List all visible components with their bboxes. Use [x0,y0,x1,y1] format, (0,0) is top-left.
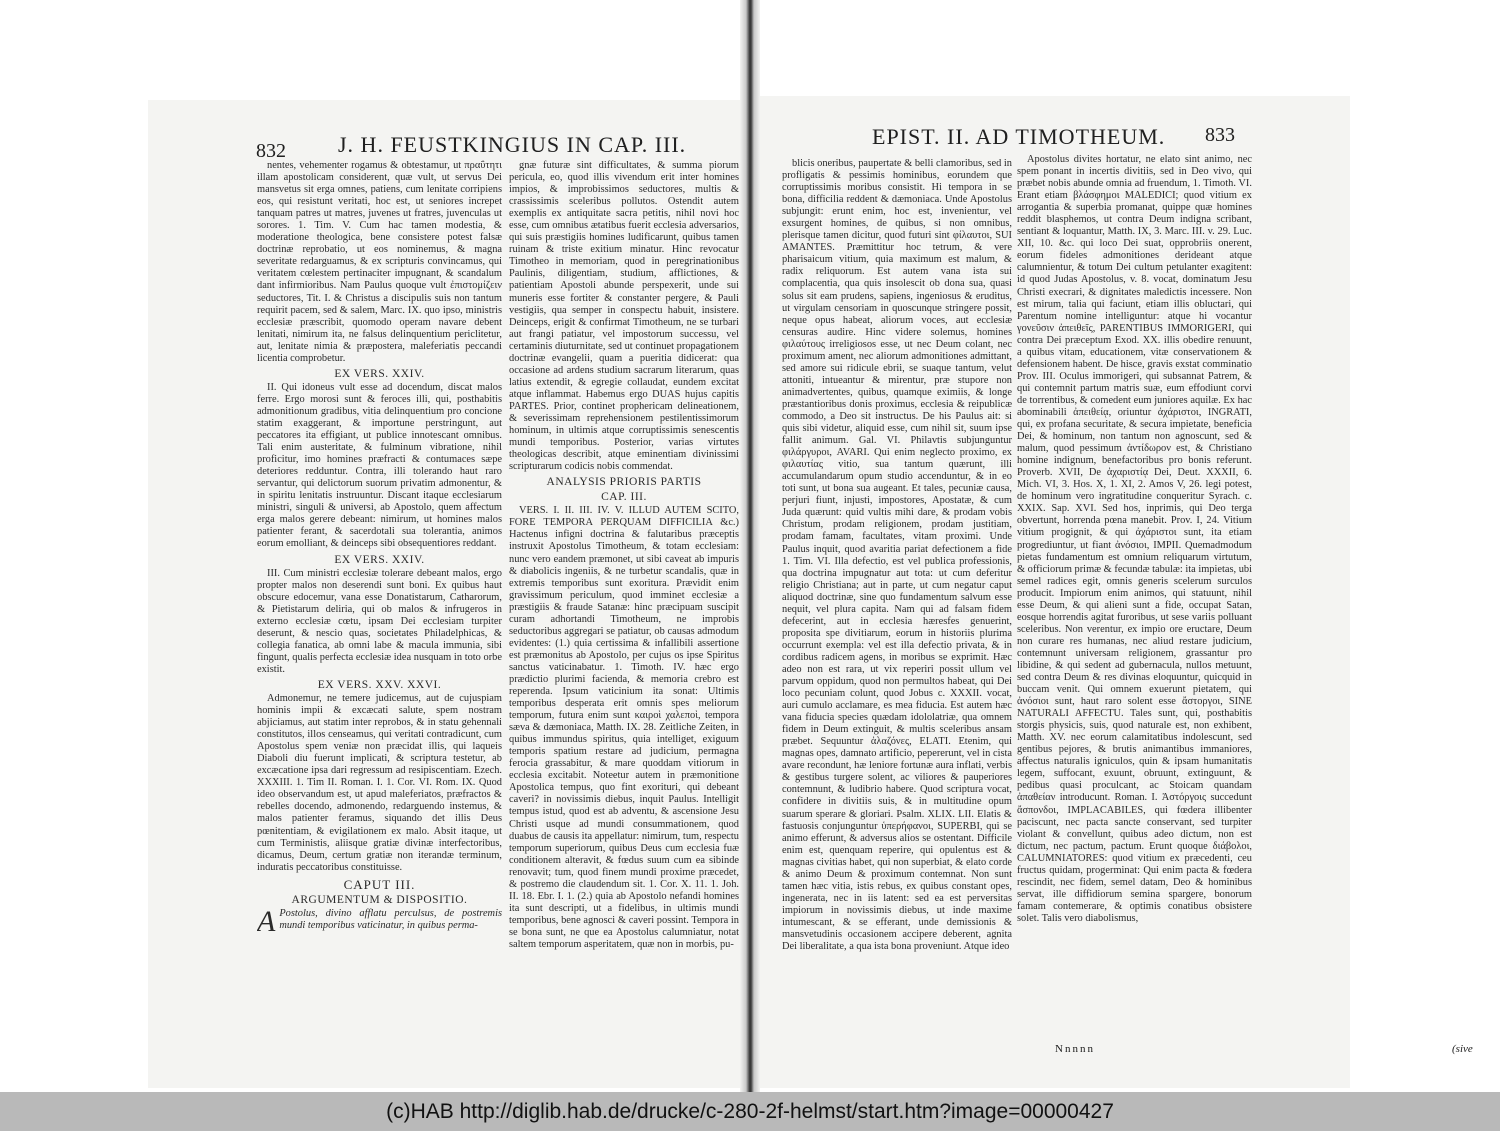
left-page-column-2 [509,160,739,968]
chapter-opening-paragraph [257,904,502,938]
body-paragraph: Admonemur, ne temere judicemus, aut de cujuspiam hominis impii & excæcati salute, spem nostram abjiciamus, aut statim inter reprobos, & in statu gehennali constitutos, illos censeamus, qui veritati contradicunt, cum Apostolus spem veniæ non præcidat illis, qui laqueis Diaboli diu fuerunt implicati, & scriptura testetur, ab excæcatione ipsa dari regressum ad resipiscentiam. Ezech. XXXIII. 1. Tim II. Roman. I. 1. Cor. VI. Rom. IX. Quod ideo observandum est, ut apud maleferiatos, præfractos & rebelles docendo, admonendo, redarguendo instemus, & malos patienter feramus, siquando det illis Deus pœnitentiam, & evigilationem ex malo. Absit itaque, ut cum Terministis, aliisque gratiæ divinæ interfectoribus, dicamus, Deum, certum gratiæ non iterandæ terminum, induratis peccatoribus constituisse. [257,693,502,873]
body-paragraph: II. Qui idoneus vult esse ad docendum, discat malos ferre. Ergo morosi sunt & feroces illi, qui, posthabitis admonitionum gradibus, vitia delinquentium pro concione statim exaggerant, & importune perstringunt, aut peccatores ita effigiant, ut publice innotescant omnibus. Tali enim austeritate, & fulminum vibratione, nihil proficitur, imo homines præfracti & contumaces sæpe deteriores redduntur. Contra, illi tolerando haut raro servantur, qui delictorum suorum privatim admonentur, & in spiritu lenitatis instruuntur. Discant itaque ecclesiarum ministri, singuli & universi, ab Apostolo, quem affectum erga malos gerere debeant: nimirum, ut homines malos patienter ferant, & sacerdotali sua tolerantia, animos eorum emolliant, & deinceps sibi obsequentiores reddant. [257,381,502,550]
left-page-column-1 [257,160,502,968]
body-paragraph: nentes, vehementer rogamus & obtestamur, ut πραΰτητι illam apostolicam considerent, quæ vult, ut servus Dei mansvetus sit erga omnes, patiens, cum lenitate corripiens eos, qui resistunt veritati, hoc est, ut seniores increpet tanquam patres ut matres, juvenes ut fratres, juvenculas ut sorores. 1. Tim. V. Cum hac tamen modestia, & moderatione theologica, bene consistere potest falsæ doctrinæ reprobatio, ut eos nominemus, & magna severitate redarguamus, & ex scripturis convincamus, qui veritatem cœlestem pertinaciter impugnant, & scandalum dant infirmioribus. Nam Paulus quoque vult ἐπιστομίζειν seductores, Tit. I. & Christus a discipulis suis non tantum requirit pacem, sed & salem, Marc. IX. quo ipso, ministris ecclesiæ præscribit, quomodo operam navare debent lenitati, nimirum ita, ne falsus delinquentium periclitetur, aut, lenitate nimia & præpostera, maleferiatis peccandi licentia comprobetur. [257,160,502,364]
section-heading: ANALYSIS PRIORIS PARTIS [546,476,702,489]
section-heading: EX VERS. XXIV. [334,553,425,566]
paragraph-text: Postolus, divino afflatu perculsus, de postremis mundi temporibus vaticinatur, in quibus perma- [279,907,502,931]
right-page-column-2 [1017,154,1252,954]
body-paragraph: blicis oneribus, paupertate & belli clamoribus, sed in profligatis & pessimis hominibus, eorundem que corruptissimis moribus consistit. Hi tempora in se bona, difficilia reddent & dæmoniaca. Unde Apostolus subjungit: erunt enim, hoc est, invenientur, vel exsurgent homines, de quibus, si non omnibus, plerisque tamen dicitur, quod futuri sint φίλαυτοι, SUI AMANTES. Præmittitur hoc tetrum, & vere pharisaicum vitium, quia maximum est malum, & radix reliquorum. Est autem vana ista sui complacentia, qua quis insolescit ob dona sua, quasi solus sit eam prudens, sapiens, ingeniosus & eruditus, ut virgulam censoriam in quoscunque stringere possit, neque opus habeat, aliorum voces, aut ecclesiæ censuras audire. Hinc videre solemus, homines φιλαύτους irreligiosos esse, ut nec Deum colant, nec proximum ament, nec aliorum admonitiones admittant, sed amore sui ridicule ebrii, se suaque tantum, velut attoniti, intueantur & mirentur, præ stupore non animadvertentes, quibus, quamque eximiis, & longe præstantioribus donis proximus, ecclesia & reipublicæ commodo, a Deo sit instructus. De his Paulus ait: si quis sibi videtur, aliquid esse, cum nihil sit, suum ipse fallit animum. Gal. VI. Philavtis subjunguntur φιλάργυροι, AVARI. Qui enim neglecto proximo, ex φιλαυτίας vitio, sua tantum quærunt, illi accumulandarum opum studio accenduntur, & in eo toti sunt, ut bona sua augeant. Et tales, pecuniæ causa, perjuri fiunt, injusti, impostores, Apostatæ, & cum Juda quærunt: quid vultis mihi dare, & prodam vobis Christum, prodam religionem, prodam justitiam, prodam famam, facultates, vitam proximi. Unde Paulus inquit, quod avaritia pariat defectionem a fide 1. Tim. VI. Illa defectio, est vel publica professionis, qua doctrina impugnatur aut tota: ut cum deferitur religio Christiana; aut in parte, ut cum negatur caput aliquod doctrinæ, sine quo fundamentum salvum esse nequit, vel plura capita. Nam qui ad falsam fidem defecerint, aut in ecclesia hæresfes genuerint, proposita spe divitiarum, eorum in historiis plurima occurrunt exempla: vel est illa defectio privata, & in cordibus radicem agens, in moribus se exprimit. Hæc adeo non est rara, ut vix reperiri possit ullum vel parvum oppidum, quod non permultos habeat, qui Dei loco pecuniam colunt, quod Jobus c. XXXII. vocat, auri cumulo acclamare, es mea fiducia. Est autem hæc vana fiducia species quædam idololatriæ, qua omnem fidem in Deum extinguit, & multis sceleribus ansam præbet. Sequuntur ἀλαζόνες, ELATI. Etenim, qui magnas opes, damnato artificio, pepererunt, vel in cista avare recondunt, hæ leniore fortunæ aura inflati, verbis & gestibus turgere solent, ac viliores & pauperiores contemnunt, & ludibrio habere. Quod scriptura vocat, confidere in divitiis suis, & in multitudine opum suarum sperare & gloriari. Psalm. XLIX. LII. Elatis & fastuosis conjunguntur ὑπερήφανοι, SUPERBI, qui se animo efferunt, & adversus alios se ostentant. Difficile enim est, quenquam reperire, qui opulentus est & magnas civitias habet, qui non superbiat, & elato corde & animo Deum & proximum contemnat. Non sunt tamen hæc vitia, istis rebus, ex quibus constant opes, ingenerata, nec in iis latent: sed ea est perversitas impiorum in novissimis diebus, ut inde maxime intumescant, & se efferant, unde demissionis & mansvetudinis occasionem accipere deberent, agnita Dei liberalitate, a qua ista bona proveniunt. Atque ideo [782,158,1012,953]
archive-footer: (c)HAB http://diglib.hab.de/drucke/c-280-2f-helmst/start.htm?image=00000427 [0,1092,1500,1131]
signature-mark: Nnnnn [1055,1043,1095,1055]
drop-capital: A [257,904,276,938]
left-page-number: 832 [256,140,286,162]
section-heading: CAP. III. [601,491,647,504]
section-heading: ARGUMENTUM & DISPOSITIO. [291,893,468,906]
right-page-column-1 [782,158,1012,958]
right-page-number: 833 [1205,124,1235,146]
book-gutter [740,0,760,1092]
body-paragraph: III. Cum ministri ecclesiæ tolerare debeant malos, ergo propter malos non deserendi sunt boni. Ex quibus haut obscure edocemur, vana esse Donatistarum, Catharorum, & Pietistarum deliria, qui ob malos & infrugeros in externo ecclesiæ cœtu, ipsam Dei ecclesiam turpiter deserunt, & nescio quas, societates Philadelphicas, & collegia fanatica, ab omni labe & macula immunia, sibi fingunt, qualis perfecta ecclesiæ idea nusquam in toto orbe existit. [257,567,502,675]
section-heading: EX VERS. XXIV. [334,367,425,380]
body-paragraph: VERS. I. II. III. IV. V. ILLUD AUTEM SCITO, FORE TEMPORA PERQUAM DIFFICILIA &c.) Hactenus infigni doctrina & falutaribus præceptis instruxit Apostolus Timotheum, & totam ecclesiam: nunc vero eandem præmonet, ut sibi caveat ab impuris & diabolicis ingeniis, & ne turbetur scandalis, quæ in extremis temporibus sunt exoritura. Prævidit enim gravissimum periculum, quod imminet ecclesiæ a præstigiis & fraude Satanæ: hinc præcipuam suscipit curam adhortandi Timotheum, ne improbis seductoribus aggregari se patiatur, ob causas admodum evidentes: (1.) quia certissima & infallibili assertione est præmonitus ab Apostolo, per cujus os ipse Spiritus sanctus vaticinabatur. 1. Timoth. IV. hæc ergo prædictio plurimi facienda, & memoria crebro est reperenda. Ipsum vaticinium ita sonat: Ultimis temporibus desperata erit omnis spes meliorum temporum, futura enim sunt καιροὶ χαλεποὶ, tempora sæva & dæmoniaca, Matth. IX. 28. Zeitliche Zeiten, in quibus immundus spiritus, quia intelliget, exiguum temporis spatium restare ad judicium, permagna ferocia grassabitur, & mare quoddam vitiorum in ecclesia excitabit. Noteetur autem in præmonitione Apostolica tempus, quo fint exorituri, qui debeant caveri? in novissimis diebus, inquit Paulus. Intelligit tempus istud, quod est ab adventu, & ascensione Jesu Christi usque ad mundi consummationem, quod duabus de causis ita appellatur: nimirum, tum, respectu temporum superiorum, quibus Deus cum ecclesia fuæ conditionem alteravit, & fœdus suum cum ea sibinde renovavit; tum, quod finem mundi proxime præcedet, & postremo die claudendum sit. 1. Cor. X. 11. 1. Joh. II. 18. Ebr. I. 1. (2.) quia ab Apostolo nefandi homines ita sunt descripti, ut a fidelibus, in ultimis mundi temporibus, bene agnosci & caveri possint. Tempora in se bona sunt, ne que ea Apostolus calumniatur, notat saltem temporum asperitatem, quæ non in morbis, pu- [509,505,739,950]
left-running-head: J. H. FEUSTKINGIUS IN CAP. III. [338,132,687,157]
body-paragraph: Apostolus divites hortatur, ne elato sint animo, nec spem ponant in incertis divitiis, sed in Deo vivo, qui præbet nobis abunde omnia ad fruendum, 1. Timoth. VI. Erant etiam βλάσφημοι MALEDICI; quod vitium ex arrogantia & superbia promanat, quippe quæ homines reddit blasphemos, ut contra Deum indigna scribant, sentiant & loquantur, Matth. IX, 3. Marc. III. v. 29. Luc. XII, 10. &c. qui loco Dei suat, opprobriis onerent, eorum fideles admonitiones derideant atque calumnientur, & totum Dei cultum petulanter exagitent: id quod Judas Apostolus, v. 8. vocat, dominatum Jesu Christi execrari, & dignitates maledictis incessere. Non est mirum, talia qui faciunt, etiam illis obluctari, qui Parentum nomine intelliguntur: atque hi vocantur γονεῦσιν ἀπειθεῖς, PARENTIBUS IMMORIGERI, qui contra Dei præceptum Exod. XX. illis obedire renuunt, a quibus vitam, educationem, vitæ conservationem & defensionem habent. De hisce, gravis exstat comminatio Prov. III. Oculus immorigeri, qui subsannat Patrem, & qui contemnit partum matris suæ, eum effodiunt corvi de torrentibus, & comedent eum juniores aquilæ. Ex hac abominabili ἀπειθείᾳ, oriuntur ἀχάριστοι, INGRATI, qui, ex profana securitate, & secura impietate, beneficia Dei, & hominum, non tantum non agnoscunt, sed & malum, quod pessimum ἀντίδωρον est, & Christiano homine indignum, benefactoribus pro bonis referunt. Proverb. XVII, De ἀχαριστίᾳ Dei, Deut. XXXII, 6. Mich. VI, 3. Hos. X, 1. XI, 2. Amos V, 26. legi potest, de hominum vero ingratitudine conqueritur Syrach. c. XXIX. Sap. XVI. Sed hos, inprimis, qui Deo terga obvertunt, horrenda pœna manebit. Prov. I, 24. Vitium vitium progignit, & qui ἀχάριστοι sunt, ita etiam progrediuntur, ut fiant ἀνόσιοι, IMPII. Quemadmodum pietas fundamentum est omnium reliquarum virtutum, & officiorum primæ & fecundæ tabulæ: ita impietas, ubi semel radices egit, omnis generis scelerum surculos producit. Impiorum enim animos, qui statuunt, nihil esse Deum, & qui alieni sunt a fide, occupat Satan, eosque horrendis agitat furoribus, ut sese variis polluant sceleribus. Non verentur, ex impio ore eructare, Deum non curare res humanas, nec aliud restare judicium, contemnunt universam religionem, grassantur pro libidine, & qui sedent ad gubernacula, nullos metuunt, sed contra Deum & res divinas eloquuntur, quicquid in buccam venit. Qui omnem exuerunt pietatem, qui ἀνόσιοι sunt, haut raro solent esse ἄστοργοι, SINE NATURALI AFFECTU. Tales sunt, qui, posthabitis storgis physicis, suis, quod naturale est, non exhibent, Matth. XV. nec eorum calamitatibus indolescunt, sed gentibus pejores, & brutis animantibus immaniores, affectus naturalis igniculos, quin & ipsam humanitatis legem, suffocant, exuunt, obruunt, extinguunt, & pedibus quasi proculcant, ac Stoicam quandam ἀπαθείαν introducunt. Roman. I. Ἀστόργοις succedunt ἄσπονδοι, IMPLACABILES, qui fœdera illibenter paciscunt, nec pacta sancte conservant, sed turpiter violant & convellunt, quibus adeo dictum, non est dictum, nec pactum, pactum. Erunt quoque διάβολοι, CALUMNIATORES: quod vitium ex præcedenti, ceu fructus quidam, progerminat: Qui enim pacta & fœdera rescindit, nec fidem, semel datam, Deo & hominibus servat, ille diffidiorum semina spargere, bonorum famam contemerare, & optimis conatibus obsistere solet. Talis vero diabolismus, [1017,154,1252,924]
body-paragraph: gnæ futuræ sint difficultates, & summa piorum pericula, eo, quod illis vivendum erit inter homines impios, & improbissimos seductores, multis & crassissimis sceleribus pollutos. Ostendit autem exemplis ex antiquitate sacra petitis, nihil novi hoc esse, cum omnibus ætatibus fuerit ecclesia adversarios, qui suis præstigiis homines ludificarunt, quibus tamen ruinam & triste exitium minatur. Hinc revocatur Timotheo in memoriam, quod in peregrinationibus Paulinis, diligentiam, studium, afflictiones, & patientiam Apostoli abunde perspexerit, unde sui muneris esse fortiter & constanter pergere, & Pauli vestigiis, qua semper in conspectu habuit, insistere. Deinceps, erigit & confirmat Timotheum, ne se turbari aut frangi patiatur, vel impostorum successu, vel certaminis diuturnitate, sed ut continuet propagationem doctrinæ evangelii, quam a pueritia didicerat: qua occasione ad ardens studium sacrarum literarum, quas latius extendit, & egregie collaudat, eundem excitat atque inflammat. Habemus ergo DUAS hujus capitis PARTES. Prior, continet prophericam delineationem, & severissimam reprehensionem pestilentissimorum hominum, in ultimis atque corruptissimis senescentis mundi temporibus. Posterior, varias virtutes theologicas describit, atque eminentiam divinissimi scripturarum codicis nobis commendat. [509,160,739,473]
section-heading: EX VERS. XXV. XXVI. [317,678,442,691]
chapter-heading: CAPUT III. [343,876,416,892]
right-running-head: EPIST. II. AD TIMOTHEUM. [872,124,1166,149]
catchword: (sive [1452,1043,1473,1055]
